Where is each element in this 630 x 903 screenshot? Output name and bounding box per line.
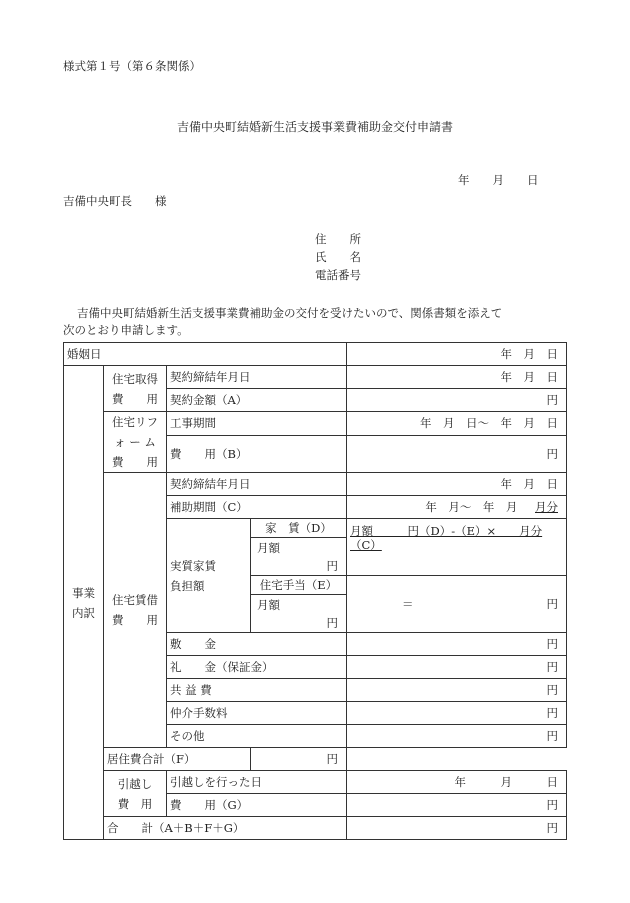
deposit-value[interactable]: 円 xyxy=(347,633,567,656)
application-date: 年 月 日 xyxy=(458,173,539,187)
housing-acquisition-cell xyxy=(104,366,167,412)
marriage-date-value[interactable]: 年 月 日 xyxy=(347,343,567,366)
form-number: 様式第１号（第６条関係） xyxy=(63,59,201,73)
grand-total-label: 合 計（A＋B＋F＋G） xyxy=(104,817,347,840)
rent-d-label: 家 賃（D） xyxy=(251,519,347,538)
category-line1: 事業 xyxy=(72,585,95,600)
rental-line1: 住宅賃借 xyxy=(112,593,158,607)
subsidy-period-label: 補助期間（C） xyxy=(167,496,347,519)
moving-line1: 引越し xyxy=(117,776,153,791)
marriage-date-label: 婚姻日 xyxy=(64,343,347,366)
common-fee-label: 共 益 費 xyxy=(167,679,347,702)
moving-cell xyxy=(104,771,167,817)
rent-d-value[interactable] xyxy=(251,538,347,576)
intro-text-line1: 吉備中央町結婚新生活支援事業費補助金の交付を受けたいので、関係書類を添えて xyxy=(77,306,503,320)
equals-sign: ＝ xyxy=(402,597,414,611)
rental-contract-date-value[interactable]: 年 月 日 xyxy=(347,473,567,496)
housing-allowance-label: 住宅手当（E） xyxy=(251,576,347,595)
allowance-monthly: 月額 xyxy=(257,598,280,612)
moving-line2: 費 用 xyxy=(117,796,153,811)
housing-total-value[interactable]: 円 xyxy=(251,748,347,771)
rent-d-yen: 円 xyxy=(326,559,338,573)
other-value[interactable]: 円 xyxy=(347,725,567,748)
actual-rent-line1: 実質家賃 xyxy=(170,558,216,573)
key-money-label: 礼 金（保証金） xyxy=(167,656,347,679)
reform-line3: 費 用 xyxy=(112,455,158,469)
rent-formula: 月額 円（D）-（E）× 月分（C） xyxy=(350,524,543,552)
brokerage-value[interactable]: 円 xyxy=(347,702,567,725)
rent-d-monthly: 月額 xyxy=(257,541,280,555)
category-cell xyxy=(64,366,104,840)
reform-cell xyxy=(104,412,167,473)
applicant-address-label: 住 所 xyxy=(315,232,361,246)
moving-cost-label: 費 用（G） xyxy=(167,794,347,817)
reform-cost-label: 費 用（B） xyxy=(167,435,347,472)
grand-total-value[interactable]: 円 xyxy=(347,817,567,840)
category-line2: 内訳 xyxy=(72,605,95,620)
reform-line1: 住宅リフ xyxy=(112,415,158,429)
addressee: 吉備中央町長 様 xyxy=(63,194,167,208)
construction-period-value[interactable]: 年 月 日～ 年 月 日 xyxy=(347,412,567,436)
moving-cost-value[interactable]: 円 xyxy=(347,794,567,817)
actual-rent-yen: 円 xyxy=(546,597,558,611)
other-label: その他 xyxy=(167,725,347,748)
housing-allowance-value[interactable] xyxy=(251,595,347,633)
subsidy-range: 年 月～ 年 月 xyxy=(425,500,518,514)
brokerage-label: 仲介手数料 xyxy=(167,702,347,725)
rental-contract-date-label: 契約締結年月日 xyxy=(167,473,347,496)
construction-period-label: 工事期間 xyxy=(167,412,347,436)
reform-cost-value[interactable]: 円 xyxy=(347,435,567,472)
contract-date-value[interactable]: 年 月 日 xyxy=(347,366,567,389)
housing-acquisition-line2: 費 用 xyxy=(112,391,158,406)
application-table xyxy=(63,342,567,840)
subsidy-period-value[interactable] xyxy=(347,496,567,519)
allowance-yen: 円 xyxy=(326,616,338,630)
applicant-name-label: 氏 名 xyxy=(315,250,361,264)
intro-text-line2: 次のとおり申請します。 xyxy=(63,323,189,337)
actual-rent-line2: 負担額 xyxy=(170,578,205,593)
housing-total-label: 居住費合計（F） xyxy=(104,748,251,771)
page-title: 吉備中央町結婚新生活支援事業費補助金交付申請書 xyxy=(176,120,453,134)
contract-amount-label: 契約金額（A） xyxy=(167,389,347,412)
moving-date-value[interactable]: 年 月 日 xyxy=(347,771,567,794)
housing-acquisition-line1: 住宅取得 xyxy=(112,371,158,386)
common-fee-value[interactable]: 円 xyxy=(347,679,567,702)
key-money-value[interactable]: 円 xyxy=(347,656,567,679)
formula-cell xyxy=(347,519,567,576)
rental-line2: 費 用 xyxy=(112,613,158,627)
actual-rent-cell xyxy=(167,519,251,633)
subsidy-months: 月分 xyxy=(535,500,558,514)
reform-line2: ォ ー ム xyxy=(114,435,156,449)
deposit-label: 敷 金 xyxy=(167,633,347,656)
equals-cell xyxy=(347,576,567,633)
contract-amount-value[interactable]: 円 xyxy=(347,389,567,412)
moving-date-label: 引越しを行った日 xyxy=(167,771,347,794)
contract-date-label: 契約締結年月日 xyxy=(167,366,347,389)
applicant-phone-label: 電話番号 xyxy=(315,268,361,282)
rental-cell xyxy=(104,473,167,748)
